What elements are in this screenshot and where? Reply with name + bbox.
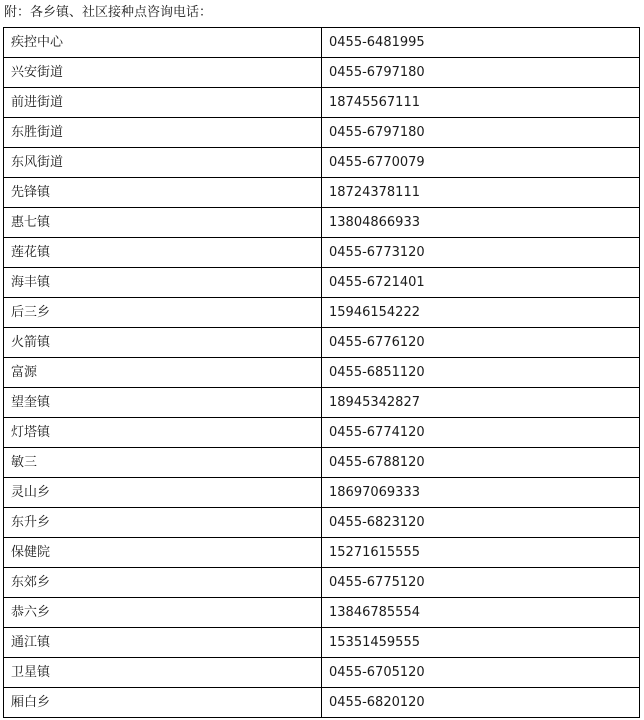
table-row	[4, 388, 640, 418]
site-name-cell: 通江镇	[4, 628, 322, 658]
site-name-cell: 富源	[4, 358, 322, 388]
phone-number-cell: 0455-6770079	[322, 148, 640, 178]
phone-number-cell: 13846785554	[322, 598, 640, 628]
table-row	[4, 58, 640, 88]
site-name-cell: 灵山乡	[4, 478, 322, 508]
phone-number-cell: 13804866933	[322, 208, 640, 238]
phone-number-cell: 0455-6776120	[322, 328, 640, 358]
table-row	[4, 568, 640, 598]
phone-number-cell: 18945342827	[322, 388, 640, 418]
table-row	[4, 238, 640, 268]
contact-table-body	[4, 28, 640, 718]
table-row	[4, 358, 640, 388]
site-name-cell: 望奎镇	[4, 388, 322, 418]
phone-number-cell: 0455-6773120	[322, 238, 640, 268]
phone-number-cell: 0455-6823120	[322, 508, 640, 538]
site-name-cell: 兴安街道	[4, 58, 322, 88]
contact-table	[3, 27, 640, 718]
table-row	[4, 88, 640, 118]
phone-number-cell: 0455-6797180	[322, 118, 640, 148]
table-row	[4, 628, 640, 658]
table-row	[4, 688, 640, 718]
table-row	[4, 508, 640, 538]
table-row	[4, 328, 640, 358]
table-row	[4, 28, 640, 58]
table-row	[4, 178, 640, 208]
site-name-cell: 东胜街道	[4, 118, 322, 148]
site-name-cell: 火箭镇	[4, 328, 322, 358]
site-name-cell: 东风街道	[4, 148, 322, 178]
table-row	[4, 148, 640, 178]
phone-number-cell: 0455-6481995	[322, 28, 640, 58]
table-row	[4, 418, 640, 448]
phone-number-cell: 0455-6774120	[322, 418, 640, 448]
phone-number-cell: 0455-6797180	[322, 58, 640, 88]
site-name-cell: 东郊乡	[4, 568, 322, 598]
site-name-cell: 后三乡	[4, 298, 322, 328]
table-row	[4, 478, 640, 508]
site-name-cell: 海丰镇	[4, 268, 322, 298]
phone-number-cell: 0455-6775120	[322, 568, 640, 598]
site-name-cell: 厢白乡	[4, 688, 322, 718]
phone-number-cell: 0455-6820120	[322, 688, 640, 718]
phone-number-cell: 0455-6705120	[322, 658, 640, 688]
site-name-cell: 保健院	[4, 538, 322, 568]
phone-number-cell: 0455-6721401	[322, 268, 640, 298]
site-name-cell: 莲花镇	[4, 238, 322, 268]
table-row	[4, 268, 640, 298]
table-row	[4, 298, 640, 328]
site-name-cell: 敏三	[4, 448, 322, 478]
phone-number-cell: 0455-6851120	[322, 358, 640, 388]
phone-number-cell: 15351459555	[322, 628, 640, 658]
table-row	[4, 448, 640, 478]
table-row	[4, 118, 640, 148]
table-row	[4, 598, 640, 628]
table-row	[4, 658, 640, 688]
phone-number-cell: 0455-6788120	[322, 448, 640, 478]
table-row	[4, 208, 640, 238]
site-name-cell: 卫星镇	[4, 658, 322, 688]
site-name-cell: 灯塔镇	[4, 418, 322, 448]
site-name-cell: 东升乡	[4, 508, 322, 538]
site-name-cell: 惠七镇	[4, 208, 322, 238]
site-name-cell: 恭六乡	[4, 598, 322, 628]
phone-number-cell: 15271615555	[322, 538, 640, 568]
table-row	[4, 538, 640, 568]
site-name-cell: 疾控中心	[4, 28, 322, 58]
site-name-cell: 前进街道	[4, 88, 322, 118]
phone-number-cell: 18745567111	[322, 88, 640, 118]
phone-number-cell: 18697069333	[322, 478, 640, 508]
phone-number-cell: 18724378111	[322, 178, 640, 208]
phone-number-cell: 15946154222	[322, 298, 640, 328]
site-name-cell: 先锋镇	[4, 178, 322, 208]
page-heading: 附：各乡镇、社区接种点咨询电话：	[4, 5, 213, 20]
